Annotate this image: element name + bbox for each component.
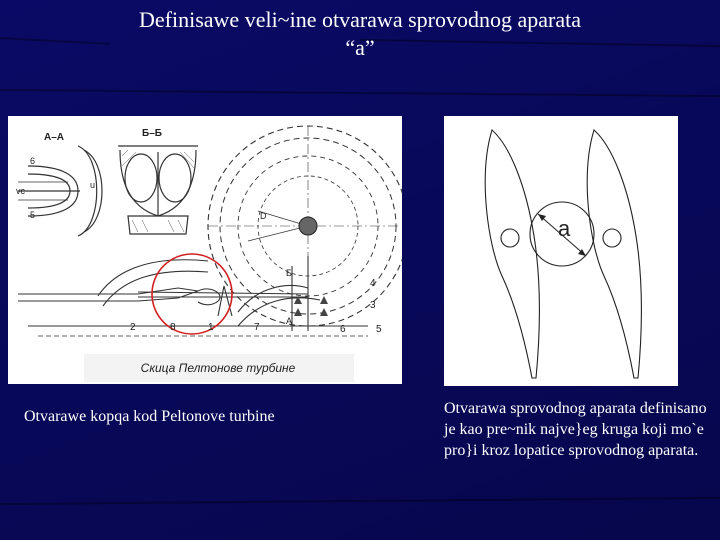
- guide-vane-right: [587, 130, 641, 378]
- guide-vanes: [485, 130, 641, 378]
- slide-title: [0, 6, 720, 62]
- vane-pivot-right: [603, 229, 621, 247]
- number-6-top: 6: [30, 156, 36, 166]
- guide-vane-drawing: [444, 116, 678, 386]
- b-label: Б: [286, 268, 292, 278]
- background-streak: [0, 497, 720, 505]
- right-caption: Otvarawa sprovodnog aparata definisano je kao pre~nik najve}eg kruga koji mo`e pro}i kroz lopatice sprovodnog aparata.: [444, 400, 707, 459]
- slide-title-line-1: Definisawe veli~ine otvarawa sprovodnog aparata: [139, 7, 581, 32]
- sketch-caption-cyrillic: Скица Пелтонове турбине: [140, 361, 296, 375]
- vane-pivot-left: [501, 229, 519, 247]
- section-aa-label: A–A: [44, 132, 65, 143]
- number-8: 8: [170, 322, 176, 333]
- runner-hub: [299, 217, 317, 235]
- number-4: 4: [370, 278, 376, 289]
- background-streak: [0, 89, 720, 97]
- number-6-bottom: 6: [340, 324, 346, 335]
- left-caption: Otvarawe kopqa kod Peltonove turbine: [24, 408, 275, 425]
- nozzle-opening-highlight: [152, 254, 232, 334]
- number-5-top: 5: [30, 210, 36, 220]
- pelton-turbine-sketch: [8, 116, 402, 384]
- opening-a-label: a: [558, 216, 571, 241]
- guide-vane-left: [485, 130, 539, 378]
- number-2: 2: [130, 322, 136, 333]
- section-bb-label: Б–Б: [142, 128, 162, 139]
- number-3: 3: [370, 300, 376, 311]
- a-label: A: [286, 316, 293, 326]
- number-1: 1: [208, 322, 214, 333]
- pelton-sketch-drawing: [8, 116, 402, 384]
- vc-label: vc: [16, 186, 25, 196]
- slide-title-line-2: “a”: [345, 35, 375, 60]
- u-label: u: [90, 180, 96, 190]
- number-5-bottom: 5: [376, 324, 382, 335]
- guide-vane-diagram: [444, 116, 678, 386]
- number-7: 7: [254, 322, 260, 333]
- d-label: D: [260, 211, 267, 221]
